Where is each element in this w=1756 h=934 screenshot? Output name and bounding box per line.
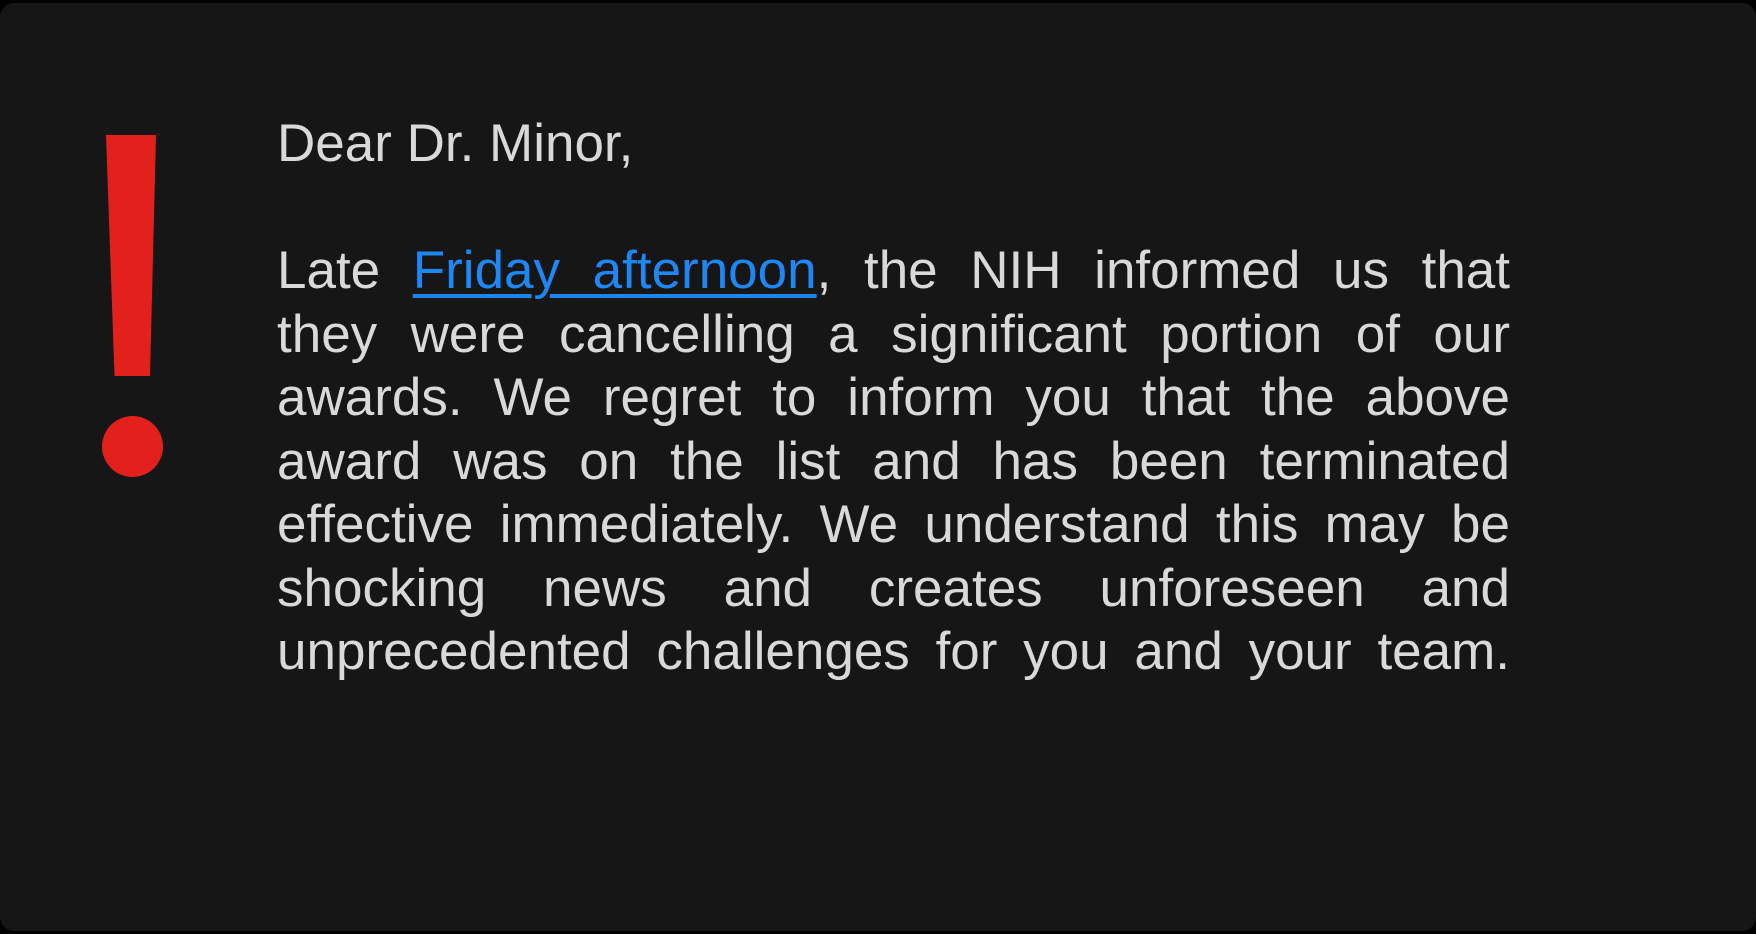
line1-pre-text: Late <box>277 241 413 300</box>
paragraph-line-4: award was on the list and has been terminated <box>277 431 1510 491</box>
paragraph-line-7: unprecedented challenges for you and your team. <box>277 622 1510 681</box>
email-body <box>277 112 1510 684</box>
email-greeting: Dear Dr. Minor, <box>277 114 634 173</box>
paragraph-line-5: effective immediately. We understand this may be <box>277 495 1510 554</box>
paragraph-line-1 <box>277 239 1510 303</box>
paragraph-spacer <box>277 176 1510 240</box>
paragraph-line-3: awards. We regret to inform you that the above <box>277 368 1510 427</box>
exclamation-icon-dot <box>102 416 163 477</box>
exclamation-icon <box>106 135 156 376</box>
friday-afternoon-link[interactable]: Friday afternoon <box>412 241 817 300</box>
line1-post-text: , the NIH informed us that <box>816 241 1510 300</box>
paragraph-line-2: they were cancelling a significant portion of our <box>277 304 1510 364</box>
paragraph-line-6: shocking news and creates unforeseen and <box>277 558 1510 618</box>
